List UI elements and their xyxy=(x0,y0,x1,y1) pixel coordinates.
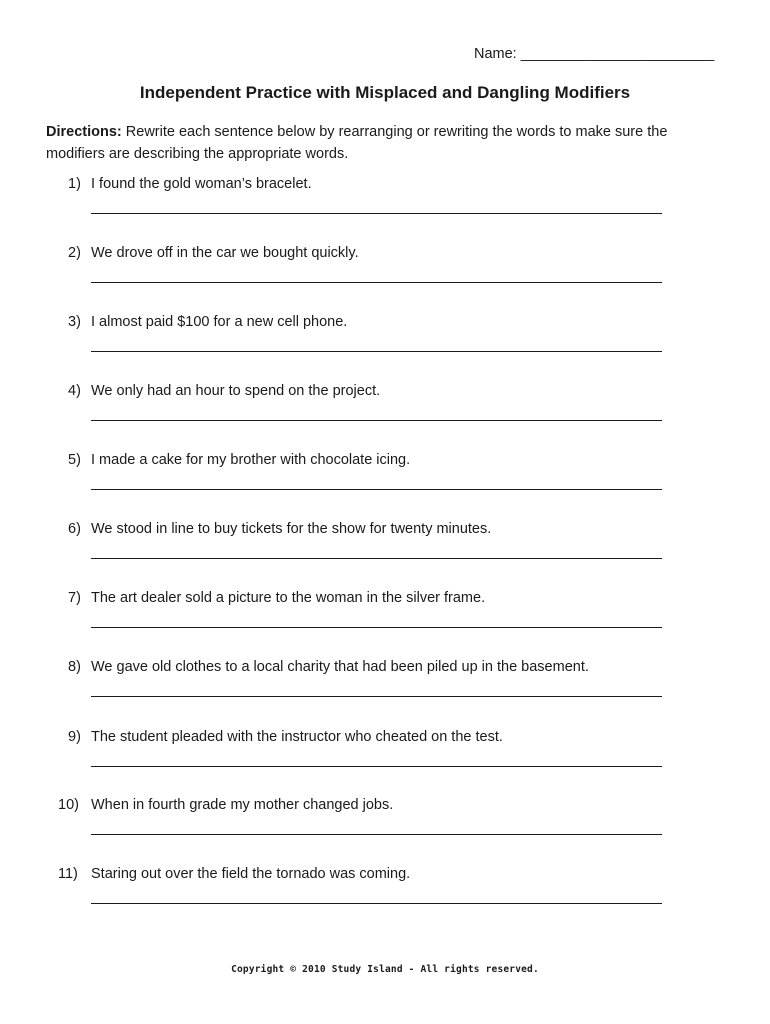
answer-line[interactable] xyxy=(91,903,662,904)
copyright-footer: Copyright © 2010 Study Island - All rights reserved. xyxy=(231,964,539,975)
question-sentence: The art dealer sold a picture to the woman in the silver frame. xyxy=(91,590,486,606)
answer-line[interactable] xyxy=(91,627,662,628)
question-9 xyxy=(0,729,770,789)
question-sentence: We stood in line to buy tickets for the show for twenty minutes. xyxy=(91,521,492,537)
question-number: 2) xyxy=(68,245,81,261)
question-sentence: When in fourth grade my mother changed jobs. xyxy=(91,797,394,813)
answer-line[interactable] xyxy=(91,489,662,490)
question-sentence: We gave old clothes to a local charity that had been piled up in the basement. xyxy=(91,659,589,675)
question-number: 9) xyxy=(68,729,81,745)
question-number: 6) xyxy=(68,521,81,537)
name-field-label: Name: ________________________ xyxy=(474,46,715,62)
question-1 xyxy=(0,176,770,236)
directions-lead: Directions: xyxy=(46,124,122,140)
answer-line[interactable] xyxy=(91,351,662,352)
question-sentence: I almost paid $100 for a new cell phone. xyxy=(91,314,348,330)
question-number: 8) xyxy=(68,659,81,675)
directions-text: Rewrite each sentence below by rearranging or rewriting the words to make sure the modifiers are describing the appropriate words. xyxy=(46,124,668,162)
question-2 xyxy=(0,245,770,305)
question-5 xyxy=(0,452,770,512)
question-number: 5) xyxy=(68,452,81,468)
question-sentence: We only had an hour to spend on the project. xyxy=(91,383,381,399)
answer-line[interactable] xyxy=(91,696,662,697)
answer-line[interactable] xyxy=(91,420,662,421)
answer-line[interactable] xyxy=(91,766,662,767)
question-sentence: The student pleaded with the instructor who cheated on the test. xyxy=(91,729,503,745)
question-number: 4) xyxy=(68,383,81,399)
answer-line[interactable] xyxy=(91,213,662,214)
question-4 xyxy=(0,383,770,443)
question-number: 1) xyxy=(68,176,81,192)
question-11 xyxy=(0,866,770,926)
question-sentence: We drove off in the car we bought quickly. xyxy=(91,245,359,261)
worksheet-title: Independent Practice with Misplaced and Dangling Modifiers xyxy=(139,83,631,102)
question-7 xyxy=(0,590,770,650)
question-number: 10) xyxy=(58,797,79,813)
question-8 xyxy=(0,659,770,719)
question-number: 11) xyxy=(58,866,78,882)
question-number: 7) xyxy=(68,590,81,606)
answer-line[interactable] xyxy=(91,834,662,835)
question-3 xyxy=(0,314,770,374)
question-6 xyxy=(0,521,770,581)
question-10 xyxy=(0,797,770,857)
directions xyxy=(46,121,726,165)
answer-line[interactable] xyxy=(91,558,662,559)
question-number: 3) xyxy=(68,314,81,330)
question-sentence: I made a cake for my brother with chocolate icing. xyxy=(91,452,411,468)
question-sentence: I found the gold woman’s bracelet. xyxy=(91,176,312,192)
answer-line[interactable] xyxy=(91,282,662,283)
question-sentence: Staring out over the field the tornado was coming. xyxy=(91,866,411,882)
